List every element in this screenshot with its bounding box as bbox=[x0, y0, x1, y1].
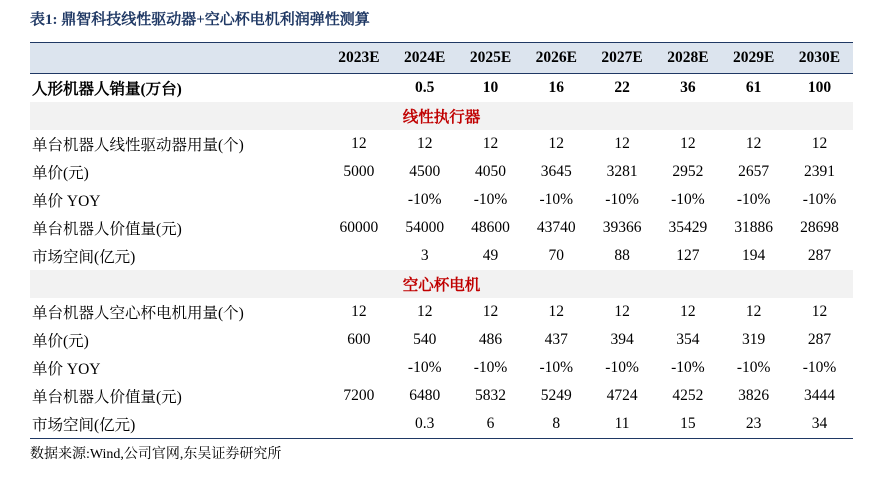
table-cell: -10% bbox=[473, 191, 508, 208]
table-cell: 34 bbox=[811, 415, 828, 432]
table-cell: 36 bbox=[680, 79, 696, 96]
table-cell: 11 bbox=[614, 415, 630, 432]
row-label: 单价(元) bbox=[32, 165, 89, 182]
table-cell: 3 bbox=[420, 247, 429, 264]
table-cell: 22 bbox=[614, 79, 630, 96]
table-cell: 4724 bbox=[606, 387, 638, 404]
table-cell: 39366 bbox=[602, 219, 642, 236]
row-label: 单价(元) bbox=[32, 333, 89, 350]
table-cell: 4500 bbox=[409, 163, 441, 180]
table-cell: 2657 bbox=[738, 163, 770, 180]
row-label: 市场空间(亿元) bbox=[32, 249, 136, 266]
table-cell: 70 bbox=[548, 247, 565, 264]
table-cell: -10% bbox=[605, 191, 639, 208]
section-header-row bbox=[30, 102, 853, 130]
table-cell: 12 bbox=[351, 303, 367, 320]
table-cell: 12 bbox=[811, 135, 828, 152]
table-cell: 3281 bbox=[606, 163, 638, 180]
table-cell: 15 bbox=[680, 415, 696, 432]
table-cell: 354 bbox=[676, 331, 700, 348]
table-row bbox=[30, 298, 853, 326]
table-cell: 35429 bbox=[668, 219, 708, 236]
table-cell: -10% bbox=[539, 191, 574, 208]
table-cell: 2952 bbox=[672, 163, 704, 180]
table-cell: 319 bbox=[742, 331, 766, 348]
table-cell: 12 bbox=[416, 135, 433, 152]
table-cell: 3444 bbox=[803, 387, 835, 404]
table-cell: 4050 bbox=[474, 163, 506, 180]
table-cell: 194 bbox=[742, 247, 766, 264]
row-label: 单台机器人线性驱动器用量(个) bbox=[32, 137, 244, 154]
row-label: 单台机器人价值量(元) bbox=[32, 389, 182, 406]
data-table bbox=[30, 42, 853, 439]
table-cell: 10 bbox=[482, 79, 499, 96]
table-cell: 6 bbox=[486, 415, 495, 432]
table-cell: 61 bbox=[745, 79, 762, 96]
table-cell: 287 bbox=[807, 331, 832, 348]
table-cell: -10% bbox=[473, 359, 508, 376]
table-row bbox=[30, 186, 853, 214]
header-year: 2030E bbox=[798, 49, 841, 66]
row-label: 市场空间(亿元) bbox=[32, 417, 136, 434]
table-cell: 100 bbox=[807, 79, 832, 96]
row-label: 单台机器人空心杯电机用量(个) bbox=[32, 305, 244, 322]
header-year: 2023E bbox=[338, 49, 380, 66]
table-cell: 48600 bbox=[471, 219, 510, 236]
table-cell: 23 bbox=[745, 415, 762, 432]
table-cell: -10% bbox=[407, 191, 442, 208]
table-row bbox=[30, 326, 853, 354]
table-row bbox=[30, 242, 853, 270]
table-row bbox=[30, 214, 853, 242]
section-header-row bbox=[30, 270, 853, 298]
table-cell: 60000 bbox=[339, 219, 379, 236]
header-year: 2024E bbox=[404, 49, 446, 66]
table-cell: 12 bbox=[351, 135, 367, 152]
table-cell: 6480 bbox=[409, 387, 441, 404]
table-title: 表1: 鼎智科技线性驱动器+空心杯电机利润弹性测算 bbox=[30, 12, 370, 28]
table-cell: 287 bbox=[807, 247, 832, 264]
table-cell: 12 bbox=[745, 303, 762, 320]
table-cell: -10% bbox=[736, 359, 771, 376]
row-label: 单价 YOY bbox=[32, 361, 101, 378]
header-year: 2027E bbox=[601, 49, 643, 66]
table-cell: 486 bbox=[478, 331, 503, 348]
table-cell: 8 bbox=[552, 415, 561, 432]
table-cell: 3645 bbox=[540, 163, 572, 180]
table-cell: 43740 bbox=[536, 219, 576, 236]
table-cell: 127 bbox=[676, 247, 700, 264]
table-cell: 12 bbox=[548, 135, 565, 152]
row-label: 单价 YOY bbox=[32, 193, 101, 210]
table-cell: 49 bbox=[482, 247, 499, 264]
table-row bbox=[30, 382, 853, 410]
table-cell: 5832 bbox=[474, 387, 506, 404]
table-cell: 2391 bbox=[803, 163, 835, 180]
table-cell: 3826 bbox=[738, 387, 770, 404]
header-year: 2029E bbox=[733, 49, 775, 66]
table-cell: 5000 bbox=[343, 163, 375, 180]
header-year: 2025E bbox=[469, 49, 512, 66]
table-row bbox=[30, 130, 853, 158]
table-cell: -10% bbox=[736, 191, 771, 208]
table-cell: 12 bbox=[416, 303, 433, 320]
table-cell: -10% bbox=[671, 359, 705, 376]
table-cell: 0.5 bbox=[415, 79, 435, 96]
table-cell: 437 bbox=[544, 331, 568, 348]
table-row bbox=[30, 410, 853, 438]
table-cell: 12 bbox=[745, 135, 762, 152]
table-cell: -10% bbox=[605, 359, 639, 376]
row-label: 人形机器人销量(万台) bbox=[32, 81, 182, 98]
table-cell: 16 bbox=[548, 79, 565, 96]
header-year: 2026E bbox=[535, 49, 577, 66]
table-cell: 12 bbox=[482, 135, 499, 152]
table-cell: 540 bbox=[413, 331, 437, 348]
row-label: 单台机器人价值量(元) bbox=[32, 221, 182, 238]
table-cell: 28698 bbox=[800, 219, 839, 236]
table-cell: -10% bbox=[802, 191, 837, 208]
table-row bbox=[30, 158, 853, 186]
table-cell: 394 bbox=[610, 331, 634, 348]
table-cell: 600 bbox=[347, 331, 371, 348]
table-cell: 12 bbox=[680, 303, 696, 320]
table-cell: 12 bbox=[614, 303, 630, 320]
table-cell: -10% bbox=[407, 359, 442, 376]
table-cell: 12 bbox=[548, 303, 565, 320]
table-cell: 5249 bbox=[540, 387, 572, 404]
table-cell: 12 bbox=[482, 303, 499, 320]
table-cell: -10% bbox=[671, 191, 705, 208]
table-cell: 12 bbox=[680, 135, 696, 152]
section-title: 线性执行器 bbox=[402, 109, 481, 126]
table-cell: 0.3 bbox=[415, 415, 435, 432]
table-body bbox=[30, 74, 853, 438]
table-cell: 31886 bbox=[734, 219, 774, 236]
data-source-note: 数据来源:Wind,公司官网,东吴证券研究所 bbox=[30, 447, 282, 462]
header-year: 2028E bbox=[667, 49, 709, 66]
table-row bbox=[30, 74, 853, 102]
table-cell: 12 bbox=[614, 135, 630, 152]
table-cell: 4252 bbox=[672, 387, 704, 404]
table-cell: 12 bbox=[811, 303, 828, 320]
table-header-row bbox=[30, 43, 853, 74]
table-row bbox=[30, 354, 853, 382]
table-cell: -10% bbox=[539, 359, 574, 376]
table-cell: 7200 bbox=[343, 387, 375, 404]
table-cell: 88 bbox=[614, 247, 630, 264]
table-cell: 54000 bbox=[405, 219, 445, 236]
table-cell: -10% bbox=[802, 359, 837, 376]
section-title: 空心杯电机 bbox=[402, 277, 481, 294]
